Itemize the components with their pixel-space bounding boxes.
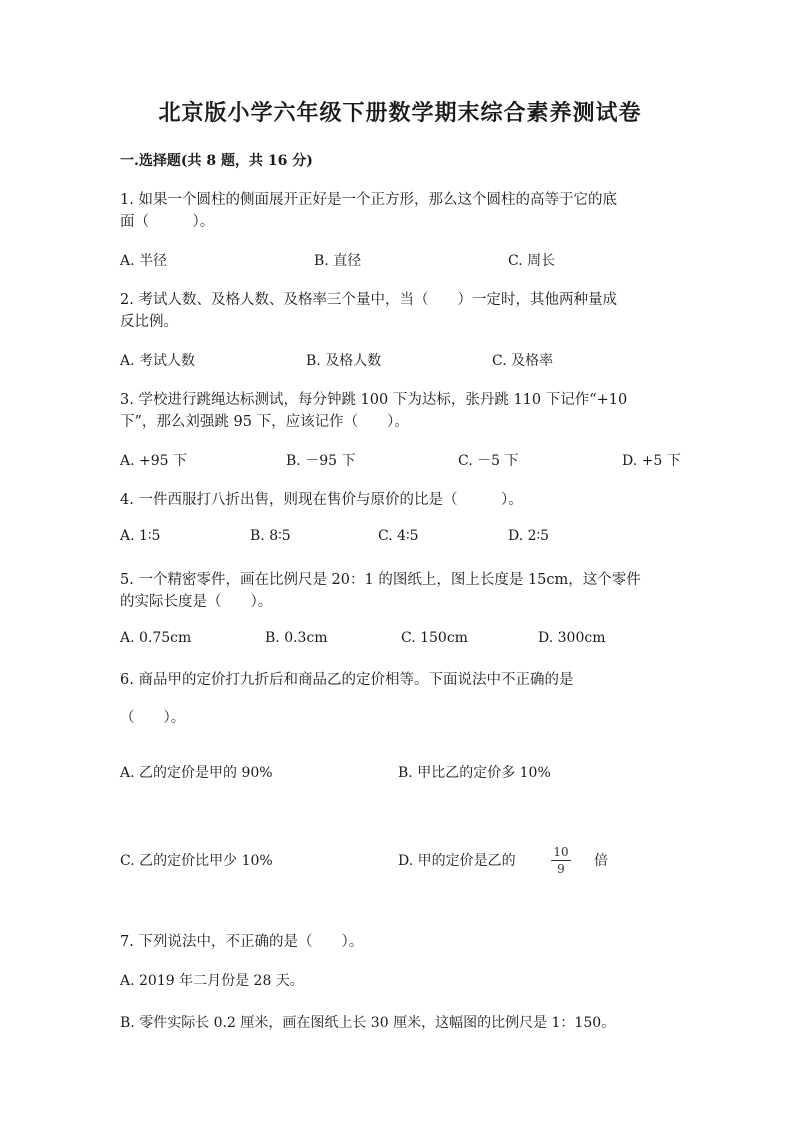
question-6-line-1: 6. 商品甲的定价打九折后和商品乙的定价相等。下面说法中不正确的是 <box>120 672 574 688</box>
question-6-option-d-suffix: 倍 <box>594 853 608 869</box>
question-2-line-1: 2. 考试人数、及格人数、及格率三个量中，当（ ）一定时，其他两种量成 <box>120 292 617 308</box>
section-heading: 一.选择题(共 8 题，共 16 分) <box>120 153 313 169</box>
page-title: 北京版小学六年级下册数学期末综合素养测试卷 <box>158 100 642 126</box>
fraction-denominator: 9 <box>557 862 565 876</box>
fraction-ten-ninths <box>551 845 571 876</box>
question-6-option-b[interactable]: B. 甲比乙的定价多 10% <box>398 765 551 781</box>
question-2-option-c[interactable]: C. 及格率 <box>492 353 554 369</box>
question-1-option-c[interactable]: C. 周长 <box>508 253 556 269</box>
question-7-line-1: 7. 下列说法中，不正确的是（ ）。 <box>120 934 364 950</box>
question-4-option-c[interactable]: C. 4∶5 <box>378 528 419 544</box>
question-1-line-2: 面（ ）。 <box>120 214 215 230</box>
question-2-option-b[interactable]: B. 及格人数 <box>306 353 382 369</box>
question-1-line-1: 1. 如果一个圆柱的侧面展开正好是一个正方形，那么这个圆柱的高等于它的底 <box>120 192 617 208</box>
question-5-option-d[interactable]: D. 300cm <box>538 630 606 646</box>
question-3-line-2: 下”，那么刘强跳 95 下，应该记作（ ）。 <box>120 414 409 430</box>
question-3-option-a[interactable]: A. +95 下 <box>120 453 188 469</box>
question-6-line-2: （ ）。 <box>120 710 186 726</box>
question-6-option-d[interactable]: D. 甲的定价是乙的 <box>398 853 516 869</box>
fraction-numerator: 10 <box>553 845 569 859</box>
fraction-bar <box>551 860 571 861</box>
question-5-line-1: 5. 一个精密零件，画在比例尺是 20：1 的图纸上，图上长度是 15cm，这个零件 <box>120 572 641 588</box>
question-4-option-a[interactable]: A. 1∶5 <box>120 528 161 544</box>
question-3-option-d[interactable]: D. +5 下 <box>622 453 681 469</box>
question-3-option-c[interactable]: C. －5 下 <box>458 453 519 469</box>
question-7-option-b[interactable]: B. 零件实际长 0.2 厘米，画在图纸上长 30 厘米，这幅图的比例尺是 1：150。 <box>120 1015 616 1031</box>
question-7-option-a[interactable]: A. 2019 年二月份是 28 天。 <box>120 973 304 989</box>
question-1-option-b[interactable]: B. 直径 <box>314 253 362 269</box>
question-4-option-b[interactable]: B. 8∶5 <box>250 528 291 544</box>
question-5-line-2: 的实际长度是（ ）。 <box>120 594 273 610</box>
question-4-option-d[interactable]: D. 2∶5 <box>508 528 550 544</box>
question-5-option-c[interactable]: C. 150cm <box>401 630 468 646</box>
question-3-option-b[interactable]: B. －95 下 <box>286 453 356 469</box>
question-4-line-1: 4. 一件西服打八折出售，则现在售价与原价的比是（ ）。 <box>120 492 523 508</box>
question-3-line-1: 3. 学校进行跳绳达标测试，每分钟跳 100 下为达标，张丹跳 110 下记作“+10 <box>120 392 628 408</box>
question-2-line-2: 反比例。 <box>120 314 178 330</box>
question-1-option-a[interactable]: A. 半径 <box>120 253 168 269</box>
question-5-option-a[interactable]: A. 0.75cm <box>120 630 192 646</box>
question-6-option-c[interactable]: C. 乙的定价比甲少 10% <box>120 853 273 869</box>
question-6-option-a[interactable]: A. 乙的定价是甲的 90% <box>120 765 273 781</box>
question-2-option-a[interactable]: A. 考试人数 <box>120 353 196 369</box>
question-5-option-b[interactable]: B. 0.3cm <box>265 630 328 646</box>
